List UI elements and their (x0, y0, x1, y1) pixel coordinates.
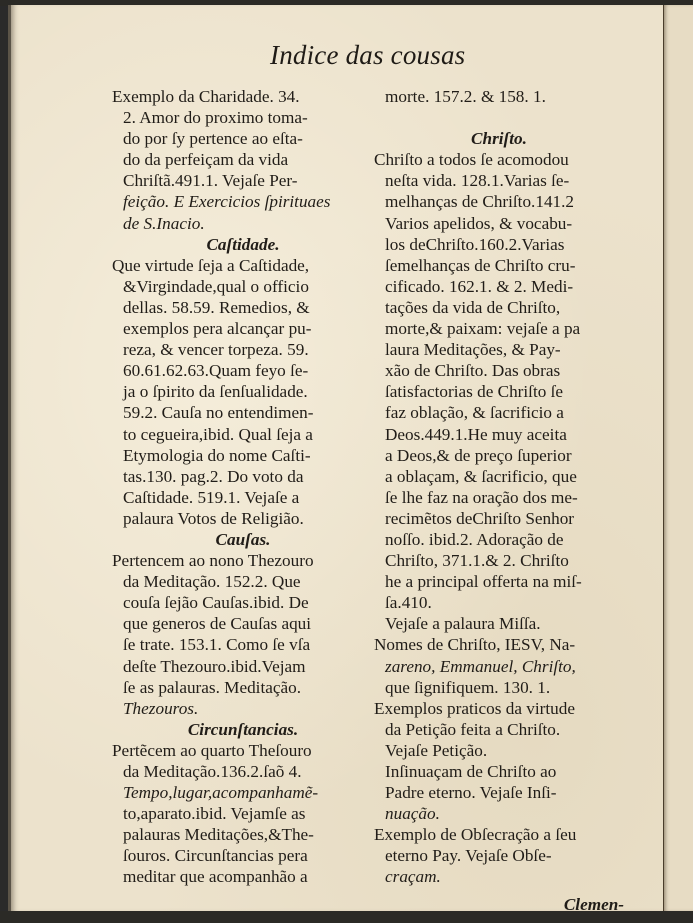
index-entry-line: eterno Pay. Vejaſe Obſe- (385, 846, 552, 866)
right-column (374, 86, 624, 915)
index-entry-line: Padre eterno. Vejaſe Inſi- (385, 783, 557, 803)
index-entry-line: da Meditação.136.2.ſaõ 4. (123, 762, 302, 781)
index-entry-line: da Meditação. 152.2. Que (123, 572, 301, 592)
catchword: Clemen- (563, 894, 624, 914)
index-entry-line: Vejaſe a palaura Miſſa. (385, 614, 541, 634)
index-entry-line: ſa.410. (385, 593, 432, 613)
index-entry-line: Exemplos praticos da virtude (374, 698, 575, 718)
index-entry-line: melhanças de Chriſto.141.2 (385, 192, 575, 212)
index-entry-line: nuação. (385, 804, 440, 824)
index-heading: Circunſtancias. (187, 719, 299, 739)
index-entry-line: do da perfeiçam da vida (123, 150, 289, 170)
index-entry-line: ſe as palauras. Meditação. (123, 677, 302, 697)
index-entry-line: Exemplo de Obſecração a ſeu (374, 825, 577, 845)
index-entry-line: &Virgindade,qual o officio (123, 276, 309, 296)
index-entry-line: Varios apelidos, & vocabu- (385, 213, 573, 233)
index-entry-line: recimẽtos deChriſto Senhor (385, 508, 575, 528)
index-entry-line: faz oblação, & ſacrificio a (385, 403, 564, 423)
index-entry-line: Deos.449.1.He muy aceita (385, 424, 567, 444)
index-entry-line: que generos de Cauſas aqui (123, 614, 312, 634)
index-entry-line: a Deos,& de preço ſuperior (385, 445, 572, 465)
index-entry-line: 59.2. Cauſa no entendimen- (123, 403, 314, 423)
index-entry-line: da Petição feita a Chriſto. (385, 719, 561, 739)
index-entry-line: Nomes de Chriſto, IESV, Na- (374, 635, 576, 655)
index-entry-line: dellas. 58.59. Remedios, & (123, 297, 310, 317)
index-entry-line: xão de Chriſto. Das obras (385, 361, 561, 381)
index-entry-line: ſouros. Circunſtancias pera (123, 846, 308, 866)
index-entry-line: ja o ſpirito da ſenſualidade. (123, 382, 308, 402)
next-page-edge (663, 5, 693, 911)
index-entry-line: reza, & vencer torpeza. 59. (123, 340, 309, 360)
index-entry-line: a oblaçam, & ſacrificio, que (385, 466, 577, 486)
index-entry-line: neſta vida. 128.1.Varias ſe- (385, 171, 570, 191)
index-entry-line: que ſignifiquem. 130. 1. (385, 677, 551, 697)
index-entry-line: Thezouros. (123, 698, 199, 718)
index-heading: Cauſas. (215, 529, 271, 549)
index-entry-line: do por ſy pertence ao eſta- (123, 129, 303, 149)
index-entry-line: Pertencem ao nono Thezouro (112, 551, 314, 571)
index-entry-line: noſſo. ibid.2. Adoração de (385, 529, 564, 549)
index-entry-line: to cegueira,ibid. Qual ſeja a (123, 424, 313, 444)
index-entry-line: Que virtude ſeja a Caſtidade, (112, 255, 310, 275)
index-entry-line: morte,& paixam: vejaſe a pa (385, 319, 581, 339)
index-entry-line: cificado. 162.1. & 2. Medi- (385, 276, 574, 296)
index-entry-line: Chriſto, 371.1.& 2. Chriſto (385, 551, 569, 571)
index-entry-line: Inſinuaçam de Chriſto ao (385, 762, 557, 781)
index-entry-line: palaura Votos de Religião. (123, 508, 304, 528)
index-entry-line: Pertẽcem ao quarto Theſouro (112, 740, 312, 760)
index-entry-line: 2. Amor do proximo toma- (123, 108, 308, 128)
index-entry-line: Chriſtã.491.1. Vejaſe Per- (123, 171, 298, 191)
index-heading: Caſtidade. (206, 234, 280, 254)
index-entry-line: exemplos pera alcançar pu- (123, 319, 312, 339)
index-heading: Chriſto. (471, 129, 527, 149)
index-entry-line: Etymologia do nome Caſti- (123, 445, 311, 465)
index-entry-line: tações da vida de Chriſto, (385, 297, 561, 317)
index-entry-line: ſatisfactorias de Chriſto ſe (385, 382, 564, 402)
index-entry-line: Chriſto a todos ſe acomodou (374, 150, 569, 170)
blank-line (374, 107, 624, 128)
index-entry-line: Exemplo da Charidade. 34. (112, 87, 300, 106)
index-entry-line: feição. E Exercicios ſpirituaes (123, 192, 331, 212)
index-entry-line: ſemelhanças de Chriſto cru- (385, 255, 576, 275)
index-entry-line: Tempo,lugar,acompanhamẽ- (123, 783, 319, 803)
index-entry-line: to,aparato.ibid. Vejamſe as (123, 804, 306, 824)
index-entry-line: Caſtidade. 519.1. Vejaſe a (123, 487, 300, 507)
index-entry-line: tas.130. pag.2. Do voto da (123, 466, 304, 486)
index-entry-line: morte. 157.2. & 158. 1. (385, 87, 546, 106)
left-column (112, 86, 374, 888)
index-entry-line: Vejaſe Petição. (385, 740, 488, 760)
index-entry-line: ſe lhe faz na oração dos me- (385, 487, 578, 507)
running-head: Indice das cousas (270, 40, 466, 70)
index-entry-line: zareno, Emmanuel, Chriſto, (385, 656, 576, 676)
index-entry-line: deſte Thezouro.ibid.Vejam (123, 656, 306, 676)
index-entry-line: de S.Inacio. (123, 213, 205, 233)
index-entry-line: ſe trate. 153.1. Como ſe vſa (123, 635, 311, 655)
index-entry-line: laura Meditações, & Pay- (385, 340, 561, 360)
index-entry-line: he a principal offerta na miſ- (385, 572, 582, 592)
index-entry-line: los deChriſto.160.2.Varias (385, 234, 565, 254)
index-entry-line: craçam. (385, 867, 441, 887)
index-entry-line: palauras Meditações,&The- (123, 825, 314, 845)
index-entry-line: couſa ſejão Cauſas.ibid. De (123, 593, 309, 613)
index-entry-line: meditar que acompanhão a (123, 867, 308, 887)
index-entry-line: 60.61.62.63.Quam feyo ſe- (123, 361, 309, 381)
